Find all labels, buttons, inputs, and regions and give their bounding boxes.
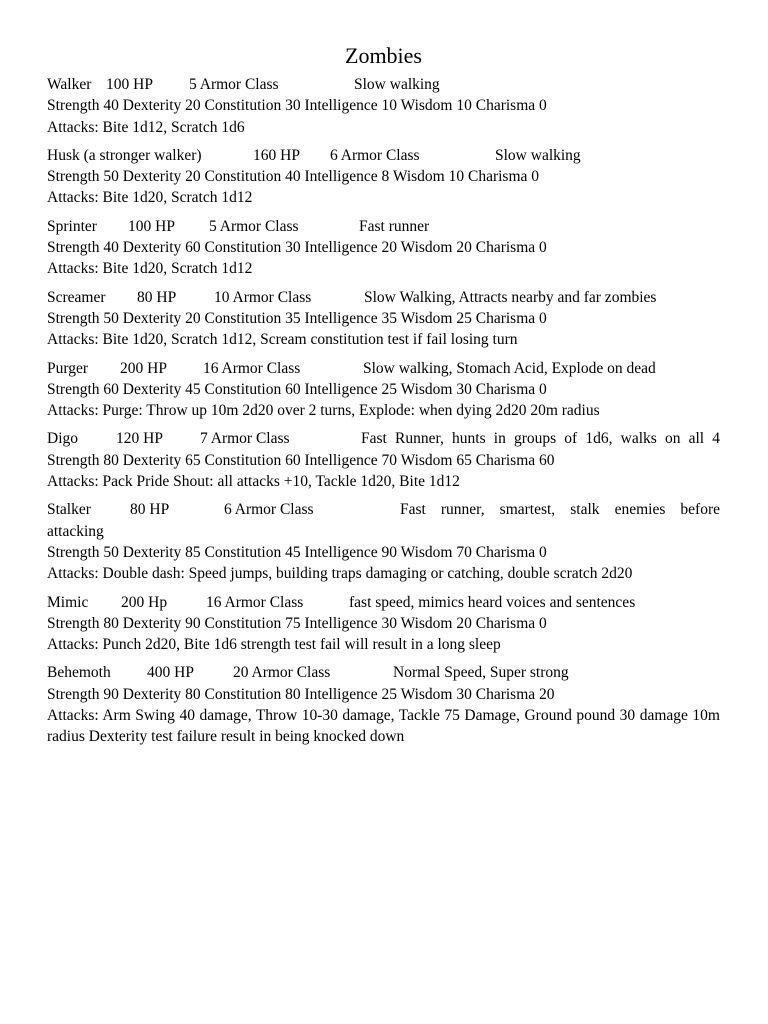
zombie-attacks: Attacks: Bite 1d12, Scratch 1d6 bbox=[47, 118, 245, 136]
zombie-entry-digo bbox=[47, 428, 720, 492]
zombie-header bbox=[47, 216, 720, 237]
zombie-name: Walker bbox=[47, 76, 92, 93]
document-page bbox=[47, 42, 720, 755]
zombie-attacks: Attacks: Bite 1d20, Scratch 1d12 bbox=[47, 189, 253, 207]
zombie-header bbox=[47, 592, 720, 613]
zombie-attacks: Attacks: Bite 1d20, Scratch 1d12 bbox=[47, 260, 253, 278]
zombie-description: fast speed, mimics heard voices and sentences bbox=[349, 593, 636, 611]
zombie-hp: 120 HP bbox=[116, 430, 163, 448]
zombie-name: Screamer bbox=[47, 288, 106, 306]
zombie-entry-screamer bbox=[47, 287, 720, 351]
zombie-stats: Strength 60 Dexterity 45 Constitution 60 Intelligence 25 Wisdom 30 Charisma 0 bbox=[47, 380, 547, 398]
zombie-attacks: Attacks: Punch 2d20, Bite 1d6 strength test fail will result in a long sleep bbox=[47, 636, 501, 654]
zombie-stats: Strength 50 Dexterity 20 Constitution 40 Intelligence 8 Wisdom 10 Charisma 0 bbox=[47, 168, 540, 186]
zombie-stats: Strength 80 Dexterity 65 Constitution 60 Intelligence 70 Wisdom 65 Charisma 60 bbox=[47, 451, 555, 469]
zombie-header bbox=[47, 662, 720, 683]
zombie-name: Purger bbox=[47, 359, 89, 377]
zombie-armor-class: 7 Armor Class bbox=[200, 430, 290, 448]
zombie-entry-walker bbox=[47, 74, 720, 138]
zombie-description: Fast runner, smartest, stalk enemies before bbox=[400, 501, 720, 519]
zombie-header bbox=[47, 287, 720, 308]
zombie-description: Normal Speed, Super strong bbox=[393, 664, 569, 682]
zombie-entry-husk bbox=[47, 145, 720, 209]
zombie-description: Slow walking bbox=[495, 146, 581, 164]
zombie-stats: Strength 40 Dexterity 20 Constitution 30 Intelligence 10 Wisdom 10 Charisma 0 bbox=[47, 97, 547, 115]
zombie-header bbox=[47, 499, 720, 520]
zombie-description: Slow walking, Stomach Acid, Explode on dead bbox=[363, 359, 656, 377]
zombie-entry-stalker bbox=[47, 499, 720, 584]
zombie-stats: Strength 80 Dexterity 90 Constitution 75 Intelligence 30 Wisdom 20 Charisma 0 bbox=[47, 614, 547, 632]
zombie-description: Fast runner bbox=[359, 217, 430, 235]
zombie-name: Stalker bbox=[47, 501, 91, 519]
zombie-attacks: Attacks: Arm Swing 40 damage, Throw 10-30 damage, Tackle 75 Damage, Ground pound 30 damage 10m radius Dexterity test failure result in being knocked down bbox=[47, 707, 720, 746]
zombie-entry-sprinter bbox=[47, 216, 720, 280]
zombie-attacks: Attacks: Double dash: Speed jumps, building traps damaging or catching, double scratch 2d20 bbox=[47, 565, 633, 583]
zombie-stats: Strength 50 Dexterity 20 Constitution 35 Intelligence 35 Wisdom 25 Charisma 0 bbox=[47, 309, 547, 327]
zombie-name: Mimic bbox=[47, 593, 89, 611]
zombie-hp: 80 HP bbox=[137, 288, 177, 306]
zombie-header bbox=[47, 145, 720, 166]
zombie-armor-class: 5 Armor Class bbox=[209, 217, 299, 235]
zombie-description: Slow walking bbox=[354, 76, 440, 93]
zombie-armor-class: 5 Armor Class bbox=[189, 76, 279, 93]
zombie-armor-class: 16 Armor Class bbox=[203, 359, 301, 377]
zombie-attacks: Attacks: Purge: Throw up 10m 2d20 over 2 turns, Explode: when dying 2d20 20m radius bbox=[47, 402, 600, 420]
zombie-description-full: attacking bbox=[47, 522, 104, 540]
zombie-entry-purger bbox=[47, 358, 720, 422]
zombie-armor-class: 16 Armor Class bbox=[206, 593, 304, 611]
zombie-entry-mimic bbox=[47, 592, 720, 656]
zombie-header bbox=[47, 74, 720, 95]
zombie-stats: Strength 90 Dexterity 80 Constitution 80 Intelligence 25 Wisdom 30 Charisma 20 bbox=[47, 685, 555, 703]
zombie-name: Digo bbox=[47, 430, 78, 448]
zombie-armor-class: 6 Armor Class bbox=[330, 146, 420, 164]
zombie-entry-behemoth bbox=[47, 662, 720, 747]
zombie-hp: 200 HP bbox=[120, 359, 167, 377]
zombie-stats: Strength 50 Dexterity 85 Constitution 45 Intelligence 90 Wisdom 70 Charisma 0 bbox=[47, 543, 547, 561]
zombie-hp: 400 HP bbox=[147, 664, 194, 682]
zombie-description: Fast Runner, hunts in groups of 1d6, walks on all 4 bbox=[361, 430, 720, 448]
zombie-header bbox=[47, 428, 720, 449]
zombie-name: Husk (a stronger walker) bbox=[47, 146, 202, 164]
zombie-attacks: Attacks: Pack Pride Shout: all attacks +10, Tackle 1d20, Bite 1d12 bbox=[47, 473, 460, 491]
zombie-armor-class: 20 Armor Class bbox=[233, 664, 331, 682]
zombie-name: Behemoth bbox=[47, 664, 111, 682]
zombie-header bbox=[47, 358, 720, 379]
zombie-armor-class: 10 Armor Class bbox=[214, 288, 312, 306]
zombie-armor-class: 6 Armor Class bbox=[224, 501, 314, 519]
zombie-hp: 160 HP bbox=[253, 146, 300, 164]
zombie-hp: 100 HP bbox=[106, 76, 153, 93]
page-title: Zombies bbox=[345, 43, 422, 68]
zombie-hp: 100 HP bbox=[128, 217, 175, 235]
zombie-stats: Strength 40 Dexterity 60 Constitution 30 Intelligence 20 Wisdom 20 Charisma 0 bbox=[47, 239, 547, 257]
zombie-hp: 80 HP bbox=[130, 501, 170, 519]
zombie-hp: 200 Hp bbox=[121, 593, 168, 611]
zombie-name: Sprinter bbox=[47, 217, 97, 235]
zombie-description: Slow Walking, Attracts nearby and far zombies bbox=[364, 288, 657, 306]
zombie-attacks: Attacks: Bite 1d20, Scratch 1d12, Scream constitution test if fail losing turn bbox=[47, 331, 518, 349]
